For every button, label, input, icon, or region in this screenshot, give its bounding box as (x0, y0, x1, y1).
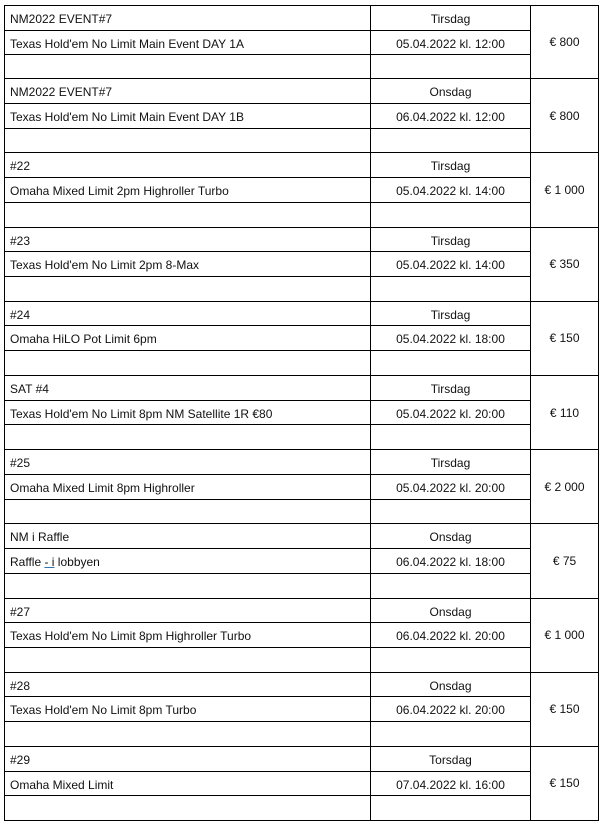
event-info-cell (4, 5, 370, 79)
event-name-line (5, 178, 370, 203)
event-empty-line (371, 574, 530, 599)
event-code: #29 (10, 752, 31, 767)
event-name: Texas Hold'em No Limit Main Event DAY 1B (10, 109, 244, 124)
event-code: NM i Raffle (10, 530, 70, 545)
event-datetime-line (371, 697, 530, 722)
event-empty-line (5, 55, 370, 80)
event-name: Omaha Mixed Limit 2pm Highroller Turbo (10, 184, 229, 199)
event-date-cell (370, 5, 530, 79)
event-name-line (5, 623, 370, 648)
event-row (4, 228, 599, 302)
event-day-line (371, 302, 530, 327)
event-row (4, 79, 599, 153)
event-day-line (371, 747, 530, 772)
event-datetime-line (371, 623, 530, 648)
event-buyin: € 2 000 (544, 479, 585, 494)
event-date-cell (370, 450, 530, 524)
event-name-line (5, 772, 370, 797)
event-price-cell (530, 747, 599, 821)
event-datetime: 05.04.2022 kl. 18:00 (396, 332, 505, 347)
event-day-line (371, 153, 530, 178)
event-code: SAT #4 (10, 381, 49, 396)
event-name: Texas Hold'em No Limit 8pm Turbo (10, 703, 197, 718)
event-info-cell (4, 79, 370, 153)
event-date-cell (370, 599, 530, 673)
event-code: NM2022 EVENT#7 (10, 85, 113, 100)
event-price-cell (530, 228, 599, 302)
event-datetime-line (371, 475, 530, 500)
event-date-cell (370, 302, 530, 376)
event-buyin: € 350 (549, 257, 580, 272)
event-name-line (5, 326, 370, 351)
event-buyin: € 150 (549, 702, 580, 717)
event-name (10, 555, 100, 569)
event-name: Texas Hold'em No Limit 2pm 8-Max (10, 258, 200, 273)
event-datetime-line (371, 252, 530, 277)
event-price-cell (530, 302, 599, 376)
event-row (4, 376, 599, 450)
event-date-cell (370, 747, 530, 821)
event-name-line (5, 31, 370, 56)
event-weekday: Onsdag (429, 604, 472, 619)
event-empty-line (5, 722, 370, 747)
event-name: Omaha Mixed Limit (10, 777, 114, 792)
event-code: #27 (10, 604, 31, 619)
event-row (4, 524, 599, 598)
event-empty-line (371, 425, 530, 450)
event-name: Texas Hold'em No Limit 8pm Highroller Turbo (10, 629, 252, 644)
event-weekday: Tirsdag (430, 12, 471, 26)
event-datetime: 06.04.2022 kl. 20:00 (396, 629, 505, 644)
event-name-part: lobbyen (54, 555, 100, 569)
event-datetime-line (371, 401, 530, 426)
event-empty-line (5, 500, 370, 525)
event-weekday: Tirsdag (430, 307, 471, 322)
event-empty-line (5, 796, 370, 821)
event-weekday: Onsdag (429, 530, 472, 545)
event-datetime-line (371, 31, 530, 56)
event-day-line (371, 450, 530, 475)
event-name-line (5, 252, 370, 277)
event-datetime: 07.04.2022 kl. 16:00 (396, 777, 505, 792)
event-datetime-line (371, 772, 530, 797)
event-info-cell (4, 524, 370, 598)
event-datetime: 05.04.2022 kl. 12:00 (396, 36, 505, 51)
event-buyin: € 110 (549, 405, 580, 420)
event-date-cell (370, 376, 530, 450)
event-price-cell (530, 599, 599, 673)
raffle-link[interactable]: - i (44, 555, 55, 569)
event-code: #24 (10, 307, 31, 322)
event-day-line (371, 673, 530, 698)
event-empty-line (371, 500, 530, 525)
event-empty-line (371, 722, 530, 747)
event-day-line (371, 599, 530, 624)
event-empty-line (5, 574, 370, 599)
event-weekday: Tirsdag (430, 159, 471, 174)
event-code-line (5, 450, 370, 475)
event-weekday: Tirsdag (430, 233, 471, 248)
event-empty-line (5, 203, 370, 228)
event-code-line (5, 153, 370, 178)
event-datetime: 05.04.2022 kl. 14:00 (396, 258, 505, 273)
event-price-cell (530, 376, 599, 450)
event-code: #28 (10, 678, 31, 693)
event-empty-line (5, 129, 370, 154)
event-date-cell (370, 524, 530, 598)
event-price-cell (530, 450, 599, 524)
event-buyin: € 150 (549, 331, 580, 346)
event-buyin: € 800 (549, 108, 580, 123)
event-empty-line (5, 425, 370, 450)
event-empty-line (5, 277, 370, 302)
event-day-line (371, 524, 530, 549)
event-name-line (5, 401, 370, 426)
event-weekday: Onsdag (429, 85, 472, 100)
event-code: #25 (10, 456, 31, 471)
event-info-cell (4, 450, 370, 524)
event-empty-line (5, 351, 370, 376)
event-row (4, 673, 599, 747)
event-price-cell (530, 79, 599, 153)
event-info-cell (4, 747, 370, 821)
event-name: Texas Hold'em No Limit 8pm NM Satellite 1R €80 (10, 406, 273, 421)
event-price-cell (530, 524, 599, 598)
event-datetime: 05.04.2022 kl. 14:00 (396, 184, 505, 199)
event-code-line (5, 6, 370, 31)
event-code-line (5, 376, 370, 401)
event-code-line (5, 673, 370, 698)
event-code-line (5, 302, 370, 327)
event-name: Omaha Mixed Limit 8pm Highroller (10, 480, 195, 495)
event-buyin: € 150 (549, 776, 580, 791)
event-buyin: € 1 000 (544, 182, 585, 197)
tournament-schedule-table (4, 5, 599, 821)
event-datetime-line (371, 549, 530, 574)
event-day-line (371, 79, 530, 104)
event-name-line (5, 104, 370, 129)
event-datetime-line (371, 178, 530, 203)
event-row (4, 5, 599, 79)
event-empty-line (371, 351, 530, 376)
event-name: Omaha HiLO Pot Limit 6pm (10, 332, 157, 347)
event-datetime-line (371, 326, 530, 351)
event-code: NM2022 EVENT#7 (10, 12, 113, 26)
event-empty-line (371, 55, 530, 80)
event-weekday: Torsdag (429, 752, 472, 767)
event-row (4, 153, 599, 227)
event-datetime: 05.04.2022 kl. 20:00 (396, 406, 505, 421)
event-name: Texas Hold'em No Limit Main Event DAY 1A (10, 36, 244, 51)
event-date-cell (370, 79, 530, 153)
event-row (4, 302, 599, 376)
event-code-line (5, 599, 370, 624)
event-empty-line (371, 277, 530, 302)
event-datetime: 06.04.2022 kl. 12:00 (396, 109, 505, 124)
event-price-cell (530, 153, 599, 227)
event-code-line (5, 524, 370, 549)
event-info-cell (4, 599, 370, 673)
event-date-cell (370, 228, 530, 302)
event-info-cell (4, 302, 370, 376)
event-row (4, 599, 599, 673)
event-datetime: 06.04.2022 kl. 18:00 (396, 555, 505, 569)
event-name-line (5, 475, 370, 500)
event-datetime-line (371, 104, 530, 129)
event-name-part: Raffle (10, 555, 45, 569)
event-code: #23 (10, 233, 31, 248)
event-weekday: Tirsdag (430, 381, 471, 396)
event-info-cell (4, 153, 370, 227)
event-day-line (371, 6, 530, 31)
event-code-line (5, 228, 370, 253)
event-info-cell (4, 228, 370, 302)
event-code-line (5, 747, 370, 772)
event-name-line (5, 549, 370, 574)
event-code: #22 (10, 159, 31, 174)
event-code-line (5, 79, 370, 104)
event-empty-line (371, 203, 530, 228)
event-empty-line (371, 129, 530, 154)
event-date-cell (370, 673, 530, 747)
event-price-cell (530, 673, 599, 747)
event-name-line (5, 697, 370, 722)
event-buyin: € 1 000 (544, 628, 585, 643)
event-weekday: Tirsdag (430, 456, 471, 471)
event-day-line (371, 228, 530, 253)
event-buyin: € 800 (549, 35, 580, 50)
event-empty-line (371, 648, 530, 673)
event-day-line (371, 376, 530, 401)
event-date-cell (370, 153, 530, 227)
event-row (4, 747, 599, 821)
event-info-cell (4, 673, 370, 747)
event-buyin: € 75 (552, 553, 577, 568)
event-price-cell (530, 5, 599, 79)
event-datetime: 05.04.2022 kl. 20:00 (396, 480, 505, 495)
event-datetime: 06.04.2022 kl. 20:00 (396, 703, 505, 718)
event-empty-line (371, 796, 530, 821)
event-row (4, 450, 599, 524)
event-info-cell (4, 376, 370, 450)
event-empty-line (5, 648, 370, 673)
event-weekday: Onsdag (429, 678, 472, 693)
